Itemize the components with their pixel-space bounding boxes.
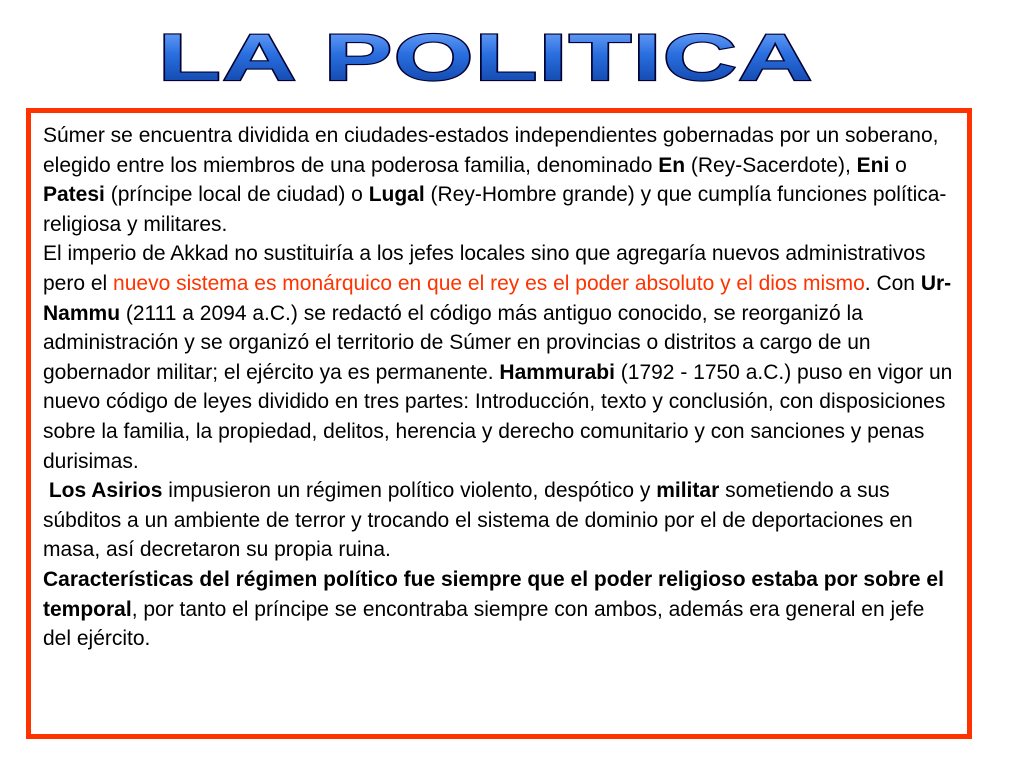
text-run: (1792 - 1750 a.C.) puso en vigor un nuevo código de leyes dividido en tres partes: Introducción, texto y conclusión, con disposiciones sobre la familia, la propiedad, delitos, herencia y derecho comunitario y con sanciones y penas durisimas. (43, 360, 953, 473)
term-militar: militar (656, 479, 720, 503)
wordart-title (0, 0, 1024, 100)
title-banner (0, 0, 1024, 100)
paragraph-asirios (43, 476, 955, 565)
text-run: El imperio de Akkad no sustituiría a los jefes locales sino que agregaría nuevos administrativos pero el (43, 242, 926, 295)
term-en: En (658, 153, 686, 177)
paragraph-caracteristicas (43, 565, 955, 654)
characteristics-statement: Características del régimen político fue siempre que el poder religioso estaba por sobre el temporal (43, 567, 944, 621)
text-run: sometiendo a sus súbditos a un ambiente de terror y trocando el sistema de dominio por el de deportaciones en masa, así decretaron su propia ruina. (43, 479, 913, 562)
text-run: (príncipe local de ciudad) o (104, 183, 369, 207)
text-run: . Con (864, 271, 921, 295)
term-patesi: Patesi (43, 183, 105, 207)
paragraph-akkad (43, 239, 955, 476)
body-text (43, 121, 955, 654)
term-los-asirios: Los Asirios (48, 479, 163, 503)
content-box (26, 108, 972, 739)
term-ur-nammu: Ur-Nammu (43, 271, 952, 325)
term-lugal: Lugal (368, 183, 425, 207)
text-run: (Rey-Hombre grande) y que cumplía funciones política-religiosa y militares. (43, 183, 947, 236)
page-title: LA POLITICA (158, 20, 814, 95)
highlight-monarquico: nuevo sistema es monárquico en que el rey es el poder absoluto y el dios mismo (113, 271, 865, 295)
text-run: (Rey-Sacerdote), (685, 153, 857, 177)
text-run: impusieron un régimen político violento, despótico y (162, 479, 657, 503)
text-run: o (889, 153, 907, 177)
text-run: (2111 a 2094 a.C.) se redactó el código más antiguo conocido, se reorganizó la administración y se organizó el territorio de Súmer en provincias o distritos a cargo de un gobernador militar; el ejército ya es permanente. (43, 301, 871, 384)
text-run: , por tanto el príncipe se encontraba siempre con ambos, además era general en jefe del ejército. (43, 597, 925, 651)
text-run: Súmer se encuentra dividida en ciudades-estados independientes gobernadas por un soberano, elegido entre los miembros de una poderosa familia, denominado (43, 124, 939, 177)
term-eni: Eni (856, 153, 890, 177)
paragraph-sumer (43, 121, 955, 239)
term-hammurabi: Hammurabi (499, 360, 615, 384)
